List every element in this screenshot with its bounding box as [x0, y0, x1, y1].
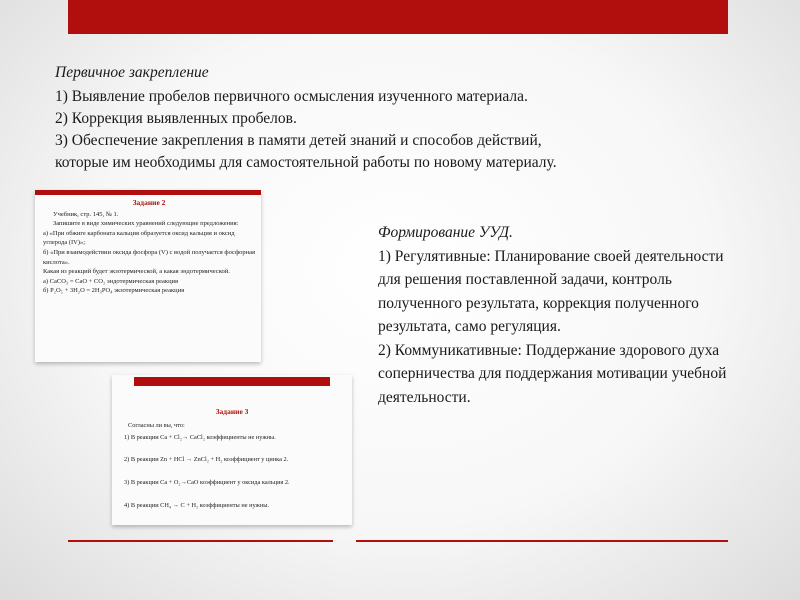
task3-item-2: 2) В реакции Zn + HCl → ZnCl₂ + H₂ коэффициент у цинка 2. [124, 456, 289, 463]
task2-line-5: Какая из реакций будет экзотермической, а какая эндотермической. [43, 268, 230, 276]
task3-item-3: 3) В реакции Ca + O₂→CaO коэффициент у оксида кальция 2. [124, 479, 290, 486]
task3-accent-bar [134, 377, 330, 386]
task2-line-7: б) P₂O₅ + 3H₂O = 2H₃PO₄ экзотермическая реакция [43, 287, 185, 295]
primary-line-1: 1) Выявление пробелов первичного осмысления изученного материала. [55, 88, 528, 105]
task2-line-6: а) CaCO₃ = CaO + CO₂ эндотермическая реакция [43, 277, 179, 285]
primary-line-2: 2) Коррекция выявленных пробелов. [55, 110, 297, 127]
task2-card [35, 190, 261, 362]
primary-consolidation-block [55, 62, 755, 174]
task3-question: Согласны ли вы, что: [128, 422, 185, 429]
primary-line-4: которые им необходимы для самостоятельной работы по новому материалу. [55, 154, 557, 171]
task2-line-3: а) «При обжиге карбоната кальция образуется оксид кальция и оксид углерода (IV)»; [43, 229, 235, 247]
task2-line-2: Запишите в виде химических уравнений следующие предложения: [53, 220, 239, 228]
task3-item-1: 1) В реакции Ca + Cl₂→ CaCl₂ коэффициенты не нужны. [124, 434, 276, 441]
task2-line-4: б) «При взаимодействии оксида фосфора (V) с водой получается фосфорная кислота». [43, 248, 256, 266]
bottom-divider-right [356, 540, 728, 542]
task3-item-4: 4) В реакции CH₄ → C + H₂ коэффициенты не нужны. [124, 502, 270, 509]
task2-line-1: Учебник, стр. 145, № 1. [53, 210, 119, 218]
task3-title: Задание 3 [215, 407, 249, 416]
primary-line-3: 3) Обеспечение закрепления в памяти детей знаний и способов действий, [55, 132, 542, 149]
primary-consolidation-heading: Первичное закрепление [55, 64, 209, 81]
uud-heading: Формирование УУД. [378, 224, 513, 241]
task2-title: Задание 2 [132, 198, 166, 207]
task3-card [112, 375, 352, 525]
uud-regulatory: 1) Регулятивные: Планирование своей деятельности для решения поставленной задачи, контроль полученного результата, коррекция полученного результата, само регуляция. [378, 247, 724, 335]
bottom-divider-left [68, 540, 333, 542]
uud-communicative: 2) Коммуникативные: Поддержание здорового духа соперничества для поддержания мотивации учебной деятельности. [378, 341, 727, 406]
uud-block [378, 221, 748, 409]
top-accent-bar [68, 0, 728, 34]
